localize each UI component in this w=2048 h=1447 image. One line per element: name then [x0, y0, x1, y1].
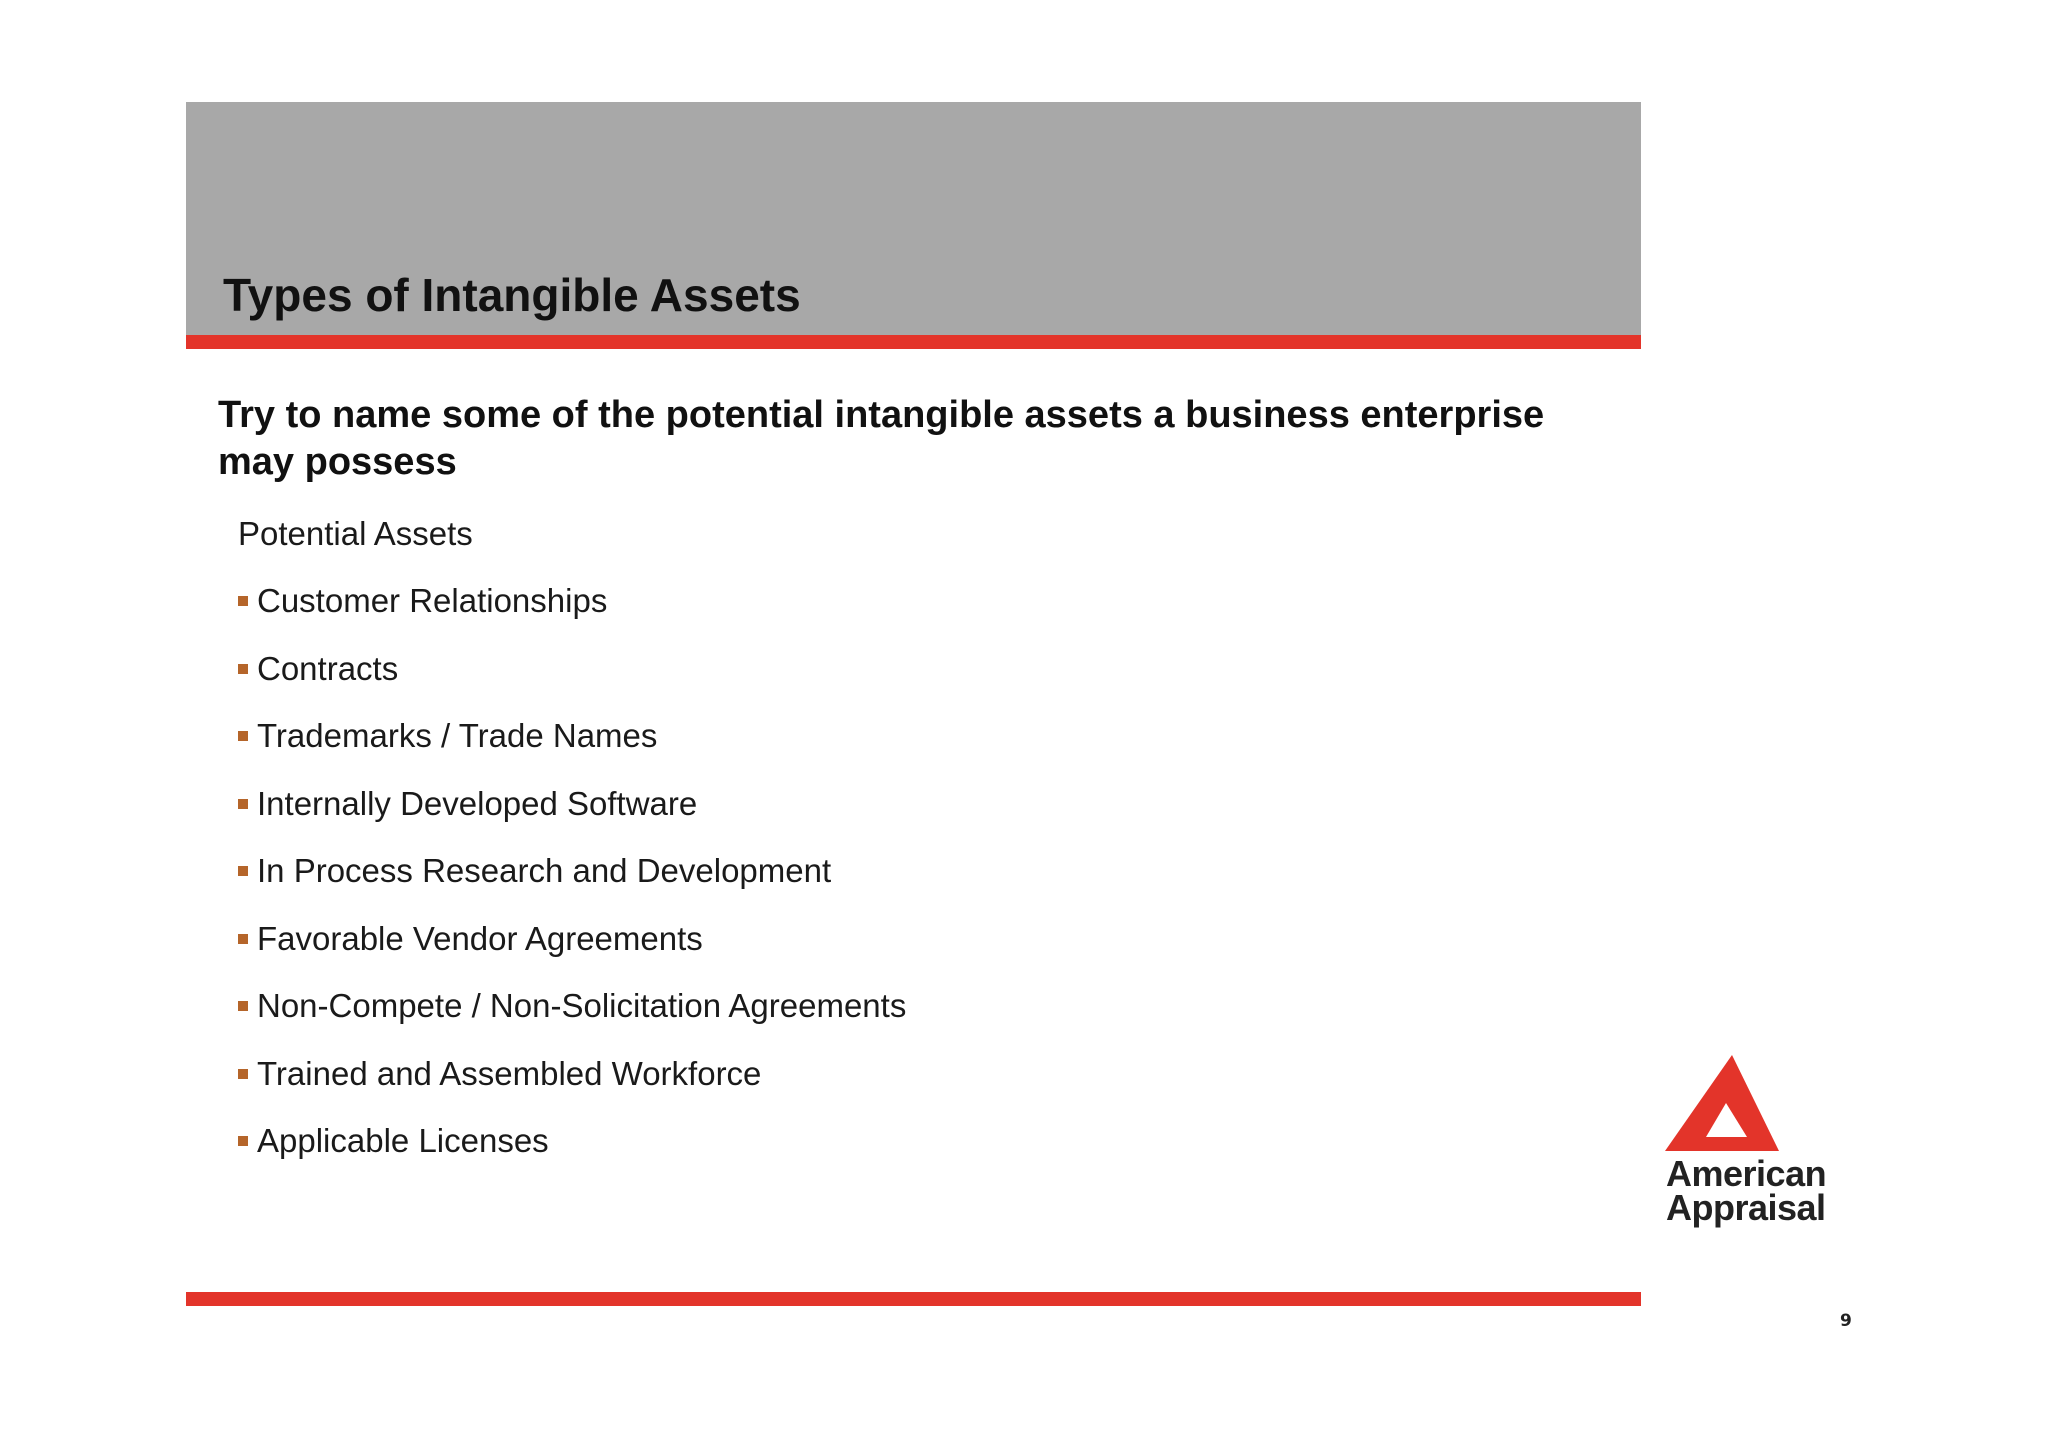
bullet-icon: [238, 596, 248, 606]
bullet-icon: [238, 866, 248, 876]
bullet-icon: [238, 664, 248, 674]
prompt-question: Try to name some of the potential intangible assets a business enterprise may possess: [218, 394, 1545, 483]
page-number: 9: [1840, 1311, 1852, 1331]
list-item: [238, 717, 906, 785]
top-divider: [186, 335, 1641, 349]
bullet-icon: [238, 934, 248, 944]
triangle-logo-icon: [1662, 1050, 1782, 1156]
logo-text-line2: Appraisal: [1666, 1187, 1826, 1228]
list-item-label: Internally Developed Software: [257, 784, 698, 822]
bullet-icon: [238, 1001, 248, 1011]
list-item-label: Trademarks / Trade Names: [257, 717, 658, 754]
list-item: [238, 582, 906, 650]
bottom-divider: [186, 1292, 1641, 1306]
logo-text-line1: American: [1666, 1153, 1827, 1194]
list-item-label: Applicable Licenses: [257, 1122, 549, 1159]
list-item-label: Trained and Assembled Workforce: [257, 1054, 762, 1092]
list-item-label: Non-Compete / Non-Solicitation Agreements: [257, 987, 907, 1024]
slide-title: Types of Intangible Assets: [223, 269, 801, 321]
list-item-label: Customer Relationships: [257, 582, 608, 619]
asset-list: [238, 582, 906, 1190]
list-item: [238, 852, 906, 920]
list-item: [238, 1055, 906, 1123]
list-item-label: In Process Research and Development: [257, 852, 832, 889]
american-appraisal-logo: [1660, 1050, 1850, 1230]
list-item: [238, 785, 906, 853]
list-item: [238, 920, 906, 988]
list-item-label: Favorable Vendor Agreements: [257, 919, 703, 957]
list-item: [238, 1122, 906, 1190]
bullet-icon: [238, 799, 248, 809]
list-item: [238, 650, 906, 718]
bullet-icon: [238, 1136, 248, 1146]
list-heading: Potential Assets: [238, 515, 473, 552]
bullet-icon: [238, 1069, 248, 1079]
list-item-label: Contracts: [257, 649, 399, 687]
list-item: [238, 987, 906, 1055]
bullet-icon: [238, 731, 248, 741]
